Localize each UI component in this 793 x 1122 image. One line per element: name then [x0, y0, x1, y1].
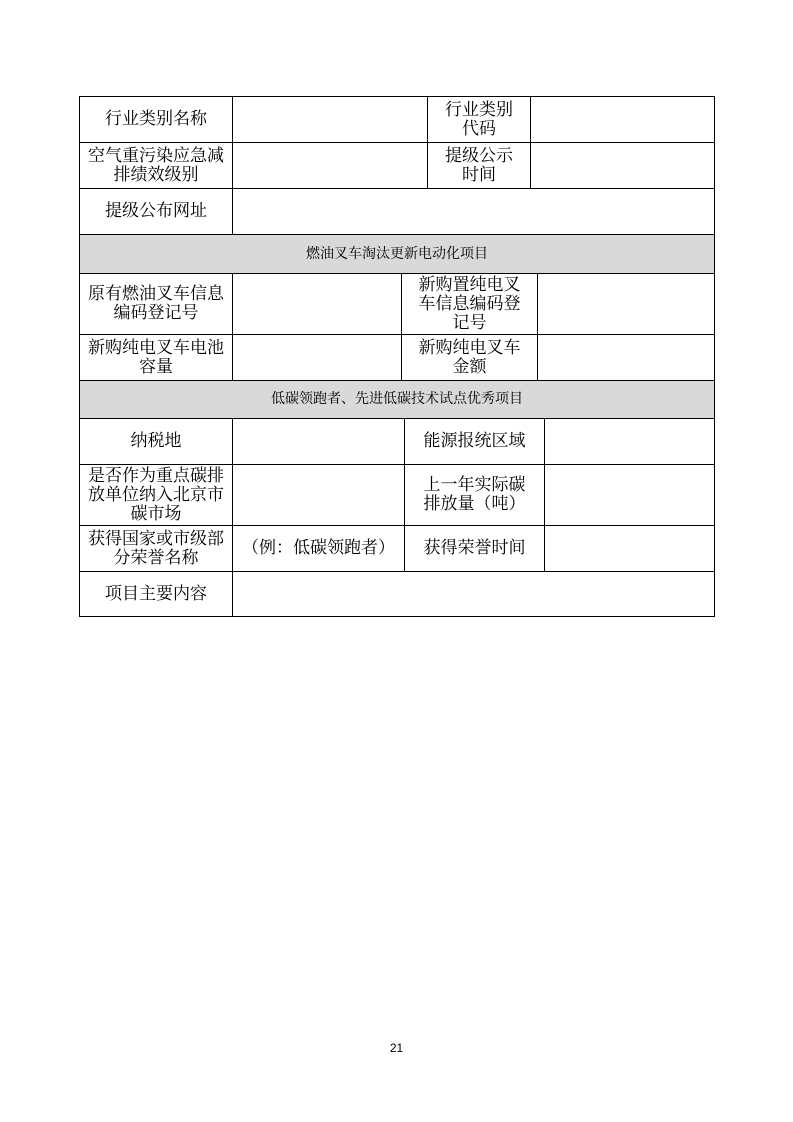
section-low-carbon-title: 低碳领跑者、先进低碳技术试点优秀项目	[80, 381, 714, 418]
last-year-emission-label: 上一年实际碳排放量（吨）	[405, 465, 545, 525]
new-forklift-reg-label: 新购置纯电叉车信息编码登记号	[402, 274, 538, 334]
promotion-notice-time-field[interactable]	[531, 143, 714, 188]
energy-region-label: 能源报统区域	[405, 419, 545, 464]
honor-time-label: 获得荣誉时间	[405, 526, 545, 571]
promotion-notice-time-label: 提级公示时间	[428, 143, 531, 188]
honor-time-field[interactable]	[545, 526, 714, 571]
emergency-level-field[interactable]	[233, 143, 428, 188]
emergency-level-label: 空气重污染应急减排绩效级别	[80, 143, 233, 188]
old-forklift-reg-field[interactable]	[233, 274, 402, 334]
row-battery-amount	[79, 334, 715, 380]
industry-name-label: 行业类别名称	[80, 97, 233, 142]
tax-location-field[interactable]	[233, 419, 405, 464]
key-emitter-label: 是否作为重点碳排放单位纳入北京市碳市场	[80, 465, 233, 525]
row-tax-energy	[79, 418, 715, 464]
row-carbon-market	[79, 464, 715, 525]
industry-code-field[interactable]	[531, 97, 714, 142]
battery-capacity-field[interactable]	[233, 335, 402, 380]
old-forklift-reg-label: 原有燃油叉车信息编码登记号	[80, 274, 233, 334]
new-forklift-amount-field[interactable]	[538, 335, 714, 380]
row-honor	[79, 525, 715, 571]
row-promotion-url	[79, 188, 715, 234]
row-project-content	[79, 571, 715, 617]
row-industry	[79, 96, 715, 142]
energy-region-field[interactable]	[545, 419, 714, 464]
row-forklift-registration	[79, 273, 715, 334]
industry-name-field[interactable]	[233, 97, 428, 142]
section-forklift-row	[79, 234, 715, 273]
page-number: 21	[389, 1041, 404, 1055]
last-year-emission-field[interactable]	[545, 465, 714, 525]
key-emitter-field[interactable]	[233, 465, 405, 525]
honor-name-field[interactable]: （例：低碳领跑者）	[233, 526, 405, 571]
honor-name-label: 获得国家或市级部分荣誉名称	[80, 526, 233, 571]
tax-location-label: 纳税地	[80, 419, 233, 464]
promotion-url-field[interactable]	[233, 189, 714, 234]
battery-capacity-label: 新购纯电叉车电池容量	[80, 335, 233, 380]
row-emergency-level	[79, 142, 715, 188]
industry-code-label: 行业类别代码	[428, 97, 531, 142]
section-low-carbon-row	[79, 380, 715, 418]
project-content-field[interactable]	[233, 572, 714, 616]
section-forklift-title: 燃油叉车淘汰更新电动化项目	[80, 235, 714, 273]
project-content-label: 项目主要内容	[80, 572, 233, 616]
new-forklift-reg-field[interactable]	[538, 274, 714, 334]
new-forklift-amount-label: 新购纯电叉车金额	[402, 335, 538, 380]
promotion-url-label: 提级公布网址	[80, 189, 233, 234]
